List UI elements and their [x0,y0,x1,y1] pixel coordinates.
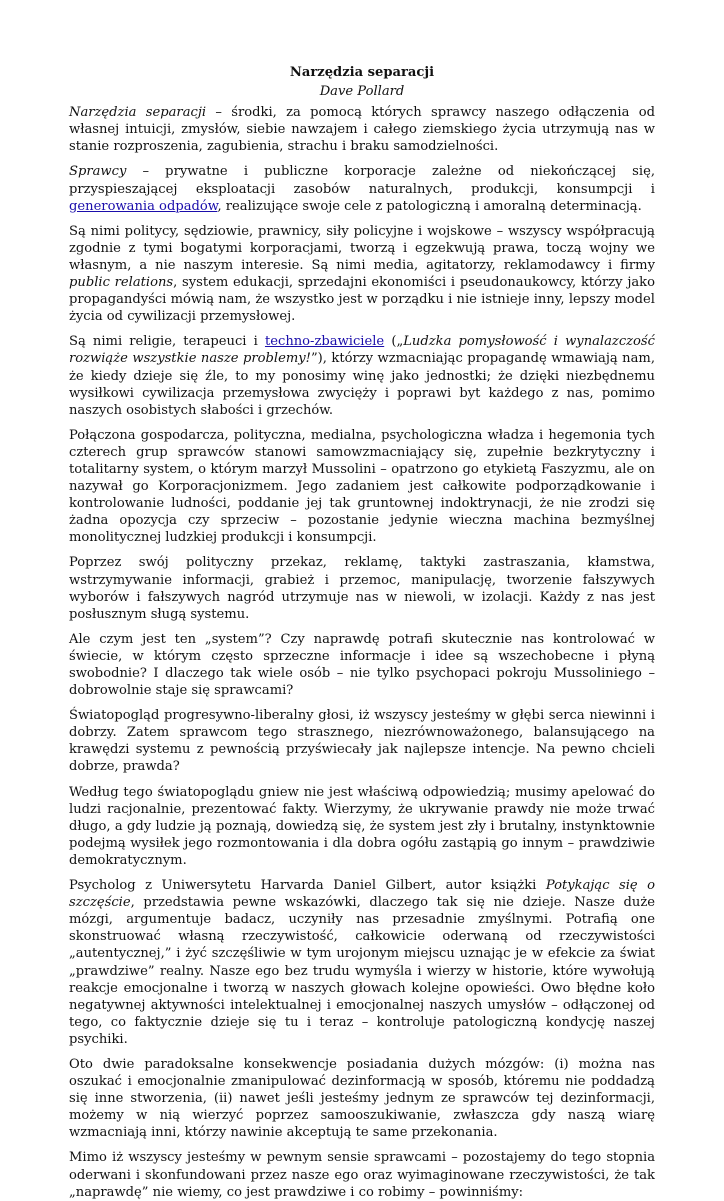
paragraph-1-text: – środki, za pomocą których sprawcy naszego odłączenia od własnej intuicji, zmysłów, siebie nawzajem i całego ziemskiego życia utrzymują nas w stanie rozproszenia, zagubienia, strachu i braku samodzielności. [69,105,655,155]
link-generowania-odpadow[interactable]: generowania odpadów [69,198,218,214]
document-author: Dave Pollard [319,84,405,100]
paragraph-4-text-b: („ [384,334,404,350]
paragraph-2-text-b: , realizujące swoje cele z patologiczną i amoralną determinacją. [217,198,642,214]
book-title-potykajac-sie: Potykając się o szczęście [69,878,656,911]
paragraph-3 [69,223,655,326]
paragraph-5: Połączona gospodarcza, polityczna, medialna, psychologiczna władza i hegemonia tych czterech grup sprawców stanowi samowzmacniający się, zupełnie bezkrytyczny i totalitarny system, o którym marzył Mussolini – opatrzono go etykietą Faszyzmu, ale on nazywał go Korporacjonizmem. Jego zadaniem jest całkowite podporządkowanie i kontrolowanie ludności, poddanie jej tak gruntownej indoktrynacji, że nie zrodzi się żadna opozycja czy sprzeciw – pozostanie jedynie wieczna machina bezmyślnej monolitycznej ludzkiej produkcji i konsumpcji. [69,427,655,546]
paragraph-3-text-a: Są nimi politycy, sędziowie, prawnicy, siły policyjne i wojskowe – wszyscy współpracują zgodnie z tymi bogatymi korporacjami, tworzą i egzekwują prawa, toczą wojny we własnym, a nie naszym interesie. Są nimi media, agitatorzy, reklamodawcy i firmy [69,223,655,273]
paragraph-10-text-a: Psycholog z Uniwersytetu Harvarda Daniel Gilbert, autor książki [69,878,546,894]
paragraph-4-text-a: Są nimi religie, terapeuci i [69,334,265,350]
paragraph-10 [69,877,655,1048]
paragraph-1 [69,104,655,155]
paragraph-7: Ale czym jest ten „system”? Czy naprawdę potrafi skutecznie nas kontrolować w świecie, w którym często sprzeczne informacje i idee są wszechobecne i płyną swobodnie? I dlaczego tak wiele osób – nie tylko psychopaci pokroju Mussoliniego – dobrowolnie staje się sprawcami? [69,631,655,699]
paragraph-9: Według tego światopoglądu gniew nie jest właściwą odpowiedzią; musimy apelować do ludzi racjonalnie, prezentować fakty. Wierzymy, że ukrywanie prawdy nie może trwać długo, a gdy ludzie ją poznają, dowiedzą się, że system jest zły i brutalny, instynktownie podejmą wysiłek jego rozmontowania i dla dobra ogółu zastąpią go innym – prawdziwie demokratycznym. [69,784,655,868]
paragraph-4 [69,333,655,418]
paragraph-2 [69,163,655,214]
quote-ludzka-pomyslowosc: Ludzka pomysłowość i wynalazczość rozwiąże wszystkie nasze problemy! [69,334,655,367]
document-title: Narzędzia separacji [289,65,435,80]
paragraph-11: Oto dwie paradoksalne konsekwencje posiadania dużych mózgów: (i) można nas oszukać i emocjonalnie zmanipulować dezinformacją w sposób, któremu nie poddadzą się inne stworzenia, (ii) nawet jeśli jesteśmy jednym ze sprawców tej dezinformacji, możemy w nią wierzyć poprzez samooszukiwanie, zwłaszcza gdy naszą wiarę wzmacniają inni, którzy nawinie akceptują te same przekonania. [69,1056,655,1141]
link-techno-zbawiciele[interactable]: techno-zbawiciele [264,334,385,350]
paragraph-2-text-a: – prywatne i publiczne korporacje zależne od niekończącej się, przyspieszającej eksploatacji zasobów naturalnych, produkcji, konsumpcji i [69,164,655,197]
term-narzedzia-separacji: Narzędzia separacji [69,105,207,121]
paragraph-8: Światopogląd progresywno-liberalny głosi, iż wszyscy jesteśmy w głębi serca niewinni i dobrzy. Zatem sprawcom tego strasznego, niezrównoważonego, balansującego na krawędzi systemu z pewnością przyświecały jak najlepsze intencje. Na pewno chcieli dobrze, prawda? [69,708,655,775]
term-public-relations: public relations [69,275,174,291]
paragraph-12: Mimo iż wszyscy jesteśmy w pewnym sensie sprawcami – pozostajemy do tego stopnia oderwani i skonfundowani przez nasze ego oraz wyimaginowane rzeczywistości, że tak „naprawdę” nie wiemy, co jest prawdziwe i co robimy – powinniśmy: [69,1150,655,1200]
paragraph-6: Poprzez swój polityczny przekaz, reklamę, taktyki zastraszania, kłamstwa, wstrzymywanie informacji, grabież i przemoc, manipulację, tworzenie fałszywych wyborów i fałszywych nagród utrzymuje nas w niewoli, w izolacji. Każdy z nas jest posłusznym sługą systemu. [69,555,655,622]
term-sprawcy: Sprawcy [69,164,127,180]
paragraph-10-text-b: , przedstawia pewne wskazówki, dlaczego tak się nie dzieje. Nasze duże mózgi, argumentuje badacz, uczyniły nas przesadnie zmyślnymi. Potrafią one skonstruować własną rzeczywistość, całkowicie oderwaną od rzeczywistości „autentycznej,” i żyć szczęśliwie w tym urojonym miejscu uznając je w efekcie za świat „prawdziwe” realny. Nasze ego bez trudu wymyśla i wierzy w historie, które wywołują reakcje emocjonalne i tworzą w naszych głowach kolejne opowieści. Owo błędne koło negatywnej aktywności intelektualnej i emocjonalnej naszych umysłów – odłączonej od tego, co faktycznie dzieje się tu i teraz – kontroluje patologiczną kondycję naszej psychiki. [69,895,655,1047]
paragraph-3-text-b: , system edukacji, sprzedajni ekonomiści i pseudonaukowcy, którzy jako propagandyści mówią nam, że wszystko jest w porządku i nie istnieje inny, lepszy model życia od cywilizacji przemysłowej. [69,275,655,325]
paragraph-4-text-c: ”), którzy wzmacniając propagandę wmawiają nam, że kiedy dzieje się źle, to my ponosimy winę jako jednostki; że dzięki niezbędnemu wysiłkowi cywilizacja przemysłowa zwycięży i poprawi byt każdego z nas, pomimo naszych osobistych słabości i grzechów. [69,351,655,418]
